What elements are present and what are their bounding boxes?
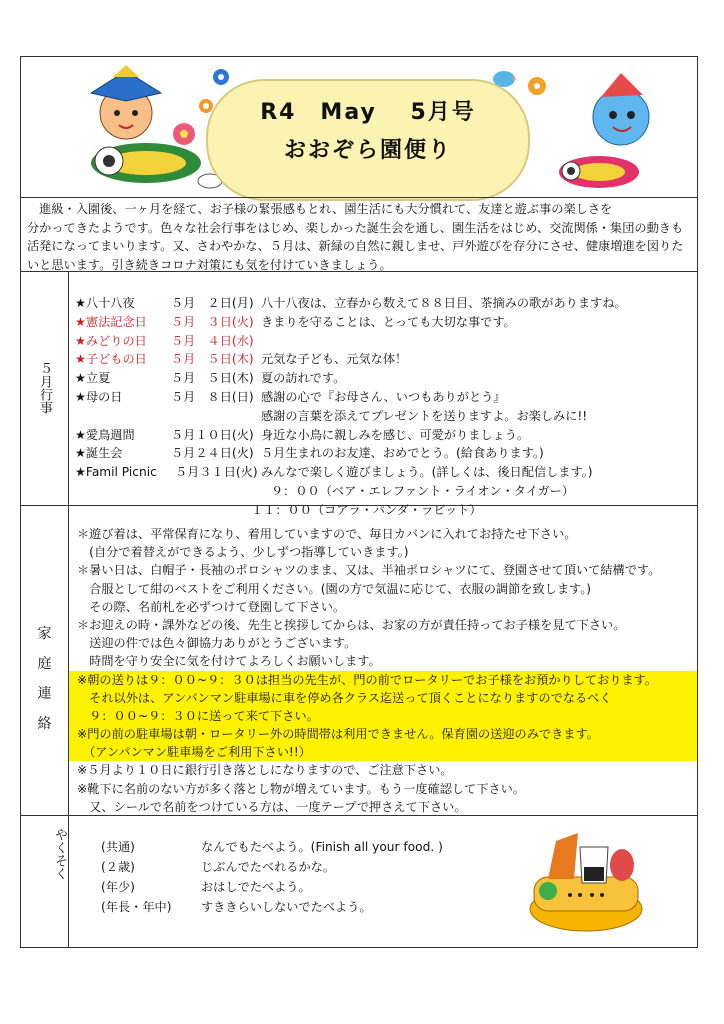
event-date xyxy=(171,407,261,426)
promise-text: すききらいしないでたべよう。 xyxy=(201,900,372,914)
intro-line: 進級・入園後、一ヶ月を経て、お子様の緊張感もとれ、園生活にも大分慣れて、友達と遊ぶ事の楽しさを xyxy=(27,202,613,216)
family-section-label xyxy=(21,619,68,739)
promise-row xyxy=(101,837,501,857)
divider xyxy=(68,271,69,505)
family-note-line: 合服として紺のベストをご利用ください。(園の方で気温に応じて、衣服の調節を致します。) xyxy=(77,581,592,596)
event-row xyxy=(75,332,695,351)
event-description: きまりを守ることは、とっても大切な事です。 xyxy=(261,314,516,329)
event-name: ★母の日 xyxy=(75,389,123,404)
highlighted-note-line: ９：００~９：３０に送って来て下さい。 xyxy=(69,707,697,725)
intro-paragraph xyxy=(27,200,693,274)
event-description: 身近な小鳥に親しみを感じ、可愛がりましょう。 xyxy=(261,427,530,442)
event-row xyxy=(75,463,695,482)
intro-line: 分かってきたようです。色々な社会行事をはじめ、楽しかった誕生会を通し、園生活をはじめ、交流関係・集団の動きも xyxy=(27,220,684,235)
family-label-char: 絡 xyxy=(37,716,52,732)
event-row xyxy=(75,369,695,388)
flower-icon xyxy=(526,75,548,97)
event-date: ５月２４日(火) xyxy=(171,446,254,461)
event-description: ５月生まれのお友達、おめでとう。(給食あります。) xyxy=(261,446,544,461)
promise-row xyxy=(101,857,501,877)
highlighted-note-line: ※朝の送りは９：００~９：３０は担当の先生が、門の前でロータリーでお子様をお預かりしております。 xyxy=(69,671,697,689)
event-name: ★子どもの日 xyxy=(75,352,147,367)
event-description xyxy=(261,332,695,351)
divider xyxy=(21,815,697,816)
event-name: ★八十八夜 xyxy=(75,296,135,310)
divider xyxy=(21,505,697,506)
highlighted-note-line: ※門の前の駐車場は朝・ロータリー外の時間帯は利用できません。保育園の送迎のみできます。 xyxy=(69,725,697,743)
header xyxy=(21,57,697,197)
event-date: ５月 ８日(日) xyxy=(171,389,254,404)
family-note-line: 送迎の件では色々御協力ありがとうございます。 xyxy=(77,636,357,651)
promise-group: (年少) xyxy=(101,880,135,894)
highlighted-note-line: それ以外は、アンパンマン駐車場に車を停め各クラス迄送って頂くことになりますのでなるべく xyxy=(69,689,697,707)
event-name: ★みどりの日 xyxy=(75,333,147,348)
divider xyxy=(21,271,697,272)
event-name: ★誕生会 xyxy=(75,446,123,461)
event-date: ５月１０日(火) xyxy=(171,427,254,442)
family-label-char: 庭 xyxy=(37,656,52,672)
promise-group: (年長・年中) xyxy=(101,900,172,914)
promise-list xyxy=(101,837,501,917)
event-time: １１：００（コアラ・パンダ・ラビット） xyxy=(251,502,482,517)
event-row xyxy=(75,350,695,369)
newsletter-title: おおぞら園便り xyxy=(283,138,452,163)
divider xyxy=(21,197,697,198)
newsletter-sheet xyxy=(20,56,698,948)
event-date: ５月 ４日(水) xyxy=(171,333,254,348)
events-section-label: ５月行事 xyxy=(37,362,52,414)
event-name: ★立夏 xyxy=(75,371,111,386)
promise-row xyxy=(101,877,501,897)
highlighted-note-line: （アンパンマン駐車場をご利用下さい!!） xyxy=(69,743,697,761)
event-date: ５月３１日(火) xyxy=(175,465,258,480)
promise-text: おはしでたべよう。 xyxy=(201,880,311,894)
family-label-char: 連 xyxy=(37,686,52,702)
promise-text: なんでもたべよう。(Finish all your food. ) xyxy=(201,840,443,854)
event-date: ５月 ２日(月) xyxy=(171,296,254,310)
promise-text: じぶんでたべれるかな。 xyxy=(201,860,336,874)
event-row xyxy=(75,407,695,426)
event-time-row xyxy=(75,482,695,501)
family-note-line: その際、名前札を必ずつけて登園して下さい。 xyxy=(77,599,346,614)
event-row xyxy=(75,444,695,463)
event-row xyxy=(75,426,695,445)
intro-line: いと思います。引き続きコロナ対策にも気を付けていきましょう。 xyxy=(27,257,392,272)
family-note-line: ＊暑い日は、白帽子・長袖のポロシャツのまま、又は、半袖ポロシャツにて、登園させて頂いて結構です。 xyxy=(77,563,661,578)
divider xyxy=(68,505,69,815)
event-description: 感謝の言葉を添えてプレゼントを送りますよ。お楽しみに!! xyxy=(261,408,588,423)
family-note-line: 時間を守り安全に気を付けてよろしくお願いします。 xyxy=(77,654,381,669)
event-name: ★Famil Picnic xyxy=(75,465,157,480)
event-row xyxy=(75,388,695,407)
event-description: みんなで楽しく遊びましょう。(詳しくは、後日配信します。) xyxy=(261,465,593,480)
family-note-line: ＊遊び着は、平常保育になり、着用していますので、毎日カバンに入れてお持たせ下さい。 xyxy=(77,527,577,541)
divider xyxy=(68,815,69,947)
family-notes xyxy=(77,525,697,816)
event-time: ９：００（ベア・エレファント・ライオン・タイガー） xyxy=(271,483,575,498)
promise-group: (２歳) xyxy=(101,860,135,874)
family-label-char: 家 xyxy=(37,626,52,642)
family-note-line: ※靴下に名前のない方が多く落とし物が増えています。もう一度確認して下さい。 xyxy=(77,781,525,796)
family-note-line: ※５月より１０日に銀行引き落としになりますので、ご注意下さい。 xyxy=(77,763,453,778)
event-date: ５月 ３日(火) xyxy=(171,314,254,329)
event-row xyxy=(75,313,695,332)
intro-line: 活発になってまいります。又、さわやかな、５月は、新緑の自然に親しませ、戸外遊びを存分にさせ、健康増進を図りた xyxy=(27,239,684,253)
event-description: 元気な子ども、元気な体！ xyxy=(261,352,408,367)
event-time-row xyxy=(75,501,695,520)
promise-row xyxy=(101,897,501,917)
family-note-line: (自分で着替えができるよう、少しずつ指導していきます。) xyxy=(77,545,409,560)
promise-group: (共通) xyxy=(101,840,135,854)
promise-section-label: やくそく xyxy=(52,828,67,880)
events-list xyxy=(75,294,695,520)
event-name: ★愛鳥週間 xyxy=(75,427,135,442)
event-row xyxy=(75,294,695,313)
event-description: 夏の訪れです。 xyxy=(261,371,346,386)
flower-icon xyxy=(171,121,197,147)
family-note-line: ＊お迎えの時・課外などの後、先生と挨拶してからは、お家の方が責任持ってお子様を見て下さい。 xyxy=(77,617,626,632)
event-date: ５月 ５日(木) xyxy=(171,371,254,386)
blue-character-koinobori-illustration xyxy=(551,67,697,197)
bento-box-illustration xyxy=(526,827,646,937)
event-name: ★憲法記念日 xyxy=(75,314,147,329)
family-note-line: 又、シールで名前をつけている方は、一度テープで押さえて下さい。 xyxy=(77,799,467,814)
flower-icon xyxy=(211,67,231,87)
event-description: 八十八夜は、立春から数えて８８日目、茶摘みの歌がありますね。 xyxy=(261,296,627,310)
event-name xyxy=(75,407,171,426)
event-description: 感謝の心で『お母さん、いつもありがとう』 xyxy=(261,389,506,404)
issue-title: R4 May 5月号 xyxy=(260,100,476,125)
event-date: ５月 ５日(木) xyxy=(171,352,254,367)
